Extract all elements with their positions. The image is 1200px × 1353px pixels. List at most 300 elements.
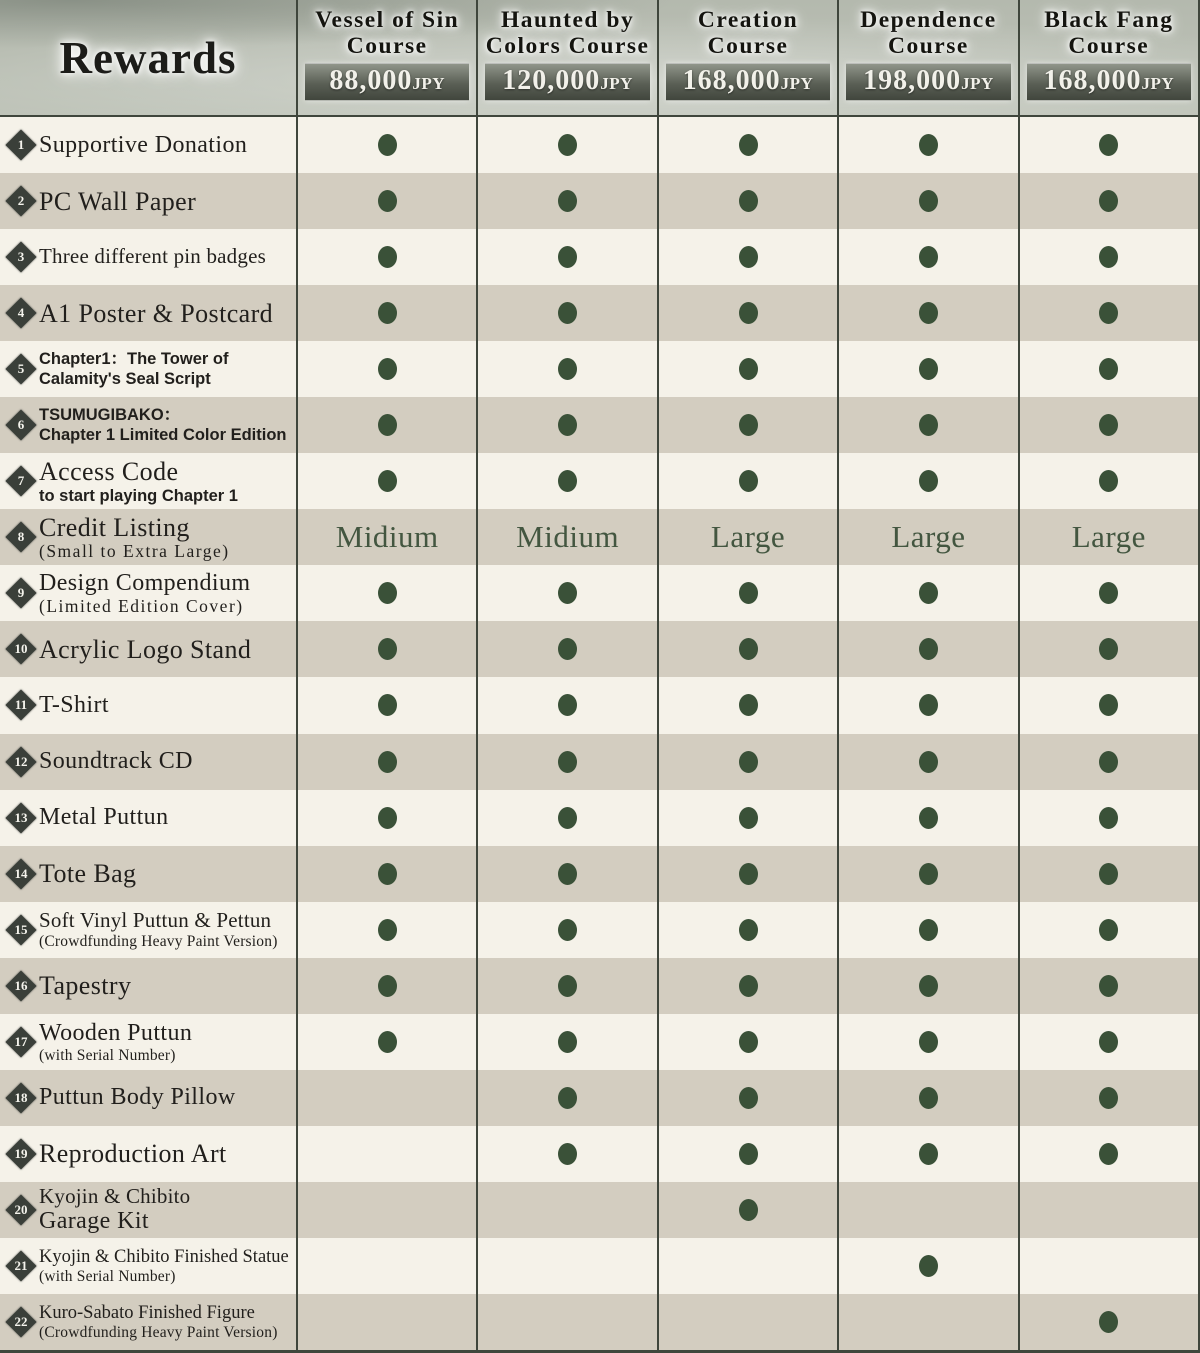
price-amount: 168,000 <box>1043 65 1142 96</box>
course-header-cell <box>837 0 1017 115</box>
reward-label-line: Garage Kit <box>39 1208 149 1235</box>
included-dot-icon <box>1099 1143 1118 1165</box>
reward-number: 1 <box>17 137 25 153</box>
reward-label-line: Design Compendium <box>39 570 251 597</box>
course-cell <box>1018 734 1198 790</box>
reward-label-cell <box>0 1182 296 1238</box>
included-dot-icon <box>739 190 758 212</box>
included-dot-icon <box>739 1199 758 1221</box>
included-dot-icon <box>378 638 397 660</box>
price-currency: JPY <box>780 74 814 93</box>
included-dot-icon <box>378 975 397 997</box>
course-cell <box>476 509 656 565</box>
included-dot-icon <box>739 358 758 380</box>
course-cell <box>476 565 656 621</box>
credit-size-text: Large <box>710 519 786 555</box>
course-cell <box>476 1182 656 1238</box>
course-cell <box>657 229 837 285</box>
course-cell <box>476 1238 656 1294</box>
course-cell <box>837 621 1017 677</box>
reward-number-badge <box>6 1027 36 1057</box>
reward-number: 18 <box>14 1089 28 1105</box>
included-dot-icon <box>378 582 397 604</box>
included-dot-icon <box>1099 414 1118 436</box>
included-dot-icon <box>1099 863 1118 885</box>
included-dot-icon <box>739 1087 758 1109</box>
course-name-line: Black Fang <box>1044 7 1174 33</box>
included-dot-icon <box>378 190 397 212</box>
course-cell <box>837 677 1017 733</box>
course-cell <box>296 1182 476 1238</box>
table-header <box>0 0 1198 117</box>
reward-label-cell <box>0 621 296 677</box>
included-dot-icon <box>558 975 577 997</box>
reward-number-badge <box>6 1307 36 1337</box>
reward-number: 8 <box>17 529 25 545</box>
included-dot-icon <box>919 302 938 324</box>
included-dot-icon <box>558 807 577 829</box>
included-dot-icon <box>739 134 758 156</box>
included-dot-icon <box>739 246 758 268</box>
course-cell <box>296 958 476 1014</box>
reward-number: 3 <box>17 249 25 265</box>
course-cell <box>296 1294 476 1350</box>
reward-label <box>39 1139 227 1168</box>
course-cell <box>837 173 1017 229</box>
course-cell <box>837 1238 1017 1294</box>
course-cell <box>476 1126 656 1182</box>
reward-label <box>39 187 196 216</box>
course-cell <box>296 1238 476 1294</box>
course-cell <box>837 734 1017 790</box>
course-name-line: Creation <box>697 7 799 33</box>
reward-label-line: (Small to Extra Large) <box>39 541 230 562</box>
included-dot-icon <box>558 751 577 773</box>
reward-number: 13 <box>14 809 28 825</box>
reward-row <box>0 1070 1198 1126</box>
reward-label-cell <box>0 1238 296 1294</box>
included-dot-icon <box>558 1143 577 1165</box>
price-banner <box>846 63 1010 101</box>
included-dot-icon <box>378 751 397 773</box>
course-cell <box>657 902 837 958</box>
reward-number: 7 <box>17 473 25 489</box>
course-name-line: Course <box>707 33 789 59</box>
course-cell <box>296 1126 476 1182</box>
reward-number: 11 <box>14 697 28 713</box>
course-cell <box>657 1182 837 1238</box>
course-cell <box>1018 1294 1198 1350</box>
price-banner <box>666 63 830 101</box>
reward-label-cell <box>0 173 296 229</box>
course-name-line: Vessel of Sin <box>315 7 460 33</box>
reward-row <box>0 1294 1198 1350</box>
course-header-cell <box>1018 0 1198 115</box>
reward-number-badge <box>6 466 36 496</box>
reward-label <box>39 570 250 616</box>
reward-number: 5 <box>17 361 25 377</box>
reward-label-cell <box>0 902 296 958</box>
price-banner <box>305 63 469 101</box>
included-dot-icon <box>919 751 938 773</box>
rewards-header-cell <box>0 0 296 115</box>
course-cell <box>476 341 656 397</box>
course-cell <box>837 509 1017 565</box>
reward-label <box>39 692 109 719</box>
course-header-cell <box>296 0 476 115</box>
reward-row <box>0 1238 1198 1294</box>
course-cell <box>657 1070 837 1126</box>
reward-number-badge <box>6 186 36 216</box>
included-dot-icon <box>1099 190 1118 212</box>
course-cell <box>296 677 476 733</box>
included-dot-icon <box>919 1087 938 1109</box>
reward-label-line: Soft Vinyl Puttun & Pettun <box>39 908 272 933</box>
reward-number-badge <box>6 971 36 1001</box>
reward-number-badge <box>6 915 36 945</box>
course-name <box>315 6 459 60</box>
included-dot-icon <box>378 358 397 380</box>
reward-label <box>39 132 247 159</box>
included-dot-icon <box>919 134 938 156</box>
reward-label <box>39 909 278 950</box>
course-cell <box>476 902 656 958</box>
reward-row <box>0 677 1198 733</box>
reward-label-line: Puttun Body Pillow <box>39 1084 236 1111</box>
course-cell <box>657 677 837 733</box>
credit-size-text: Midium <box>335 519 439 555</box>
reward-number-badge <box>6 130 36 160</box>
included-dot-icon <box>558 1087 577 1109</box>
course-cell <box>296 509 476 565</box>
course-cell <box>296 397 476 453</box>
course-cell <box>476 397 656 453</box>
reward-number-badge <box>6 1139 36 1169</box>
reward-label-line: Kyojin & Chibito Finished Statue <box>39 1246 289 1267</box>
reward-label-line: Tote Bag <box>39 859 137 889</box>
included-dot-icon <box>739 751 758 773</box>
course-name-line: Course <box>1068 33 1150 59</box>
course-cell <box>837 453 1017 509</box>
course-cell <box>837 341 1017 397</box>
price-amount: 168,000 <box>682 65 781 96</box>
reward-label-cell <box>0 341 296 397</box>
included-dot-icon <box>558 863 577 885</box>
course-cell <box>296 1070 476 1126</box>
course-cell <box>1018 565 1198 621</box>
course-name <box>860 6 996 60</box>
course-name-line: Colors Course <box>485 33 650 59</box>
reward-label-line: (with Serial Number) <box>39 1046 176 1064</box>
reward-label-line: Supportive Donation <box>39 131 248 158</box>
reward-number-badge <box>6 690 36 720</box>
included-dot-icon <box>378 694 397 716</box>
reward-label-cell <box>0 677 296 733</box>
reward-label <box>39 1185 190 1235</box>
course-cell <box>657 1238 837 1294</box>
course-cell <box>657 341 837 397</box>
reward-row <box>0 173 1198 229</box>
included-dot-icon <box>1099 582 1118 604</box>
included-dot-icon <box>558 1031 577 1053</box>
reward-label-line: Access Code <box>39 456 179 486</box>
reward-label-cell <box>0 1126 296 1182</box>
reward-label-cell <box>0 453 296 509</box>
course-cell <box>296 621 476 677</box>
included-dot-icon <box>378 470 397 492</box>
course-cell <box>476 958 656 1014</box>
reward-row <box>0 397 1198 453</box>
credit-size-text: Large <box>891 519 966 555</box>
course-cell <box>837 285 1017 341</box>
reward-label-line: (Limited Edition Cover) <box>39 596 244 617</box>
included-dot-icon <box>378 1031 397 1053</box>
course-cell <box>657 453 837 509</box>
reward-number-badge <box>6 1251 36 1281</box>
course-cell <box>476 1294 656 1350</box>
course-cell <box>1018 285 1198 341</box>
course-cell <box>1018 1126 1198 1182</box>
price-amount: 120,000 <box>502 65 601 96</box>
included-dot-icon <box>739 414 758 436</box>
reward-label <box>39 349 228 389</box>
reward-label-line: A1 Poster & Postcard <box>39 298 274 328</box>
reward-label-cell <box>0 397 296 453</box>
included-dot-icon <box>919 807 938 829</box>
course-cell <box>837 1294 1017 1350</box>
included-dot-icon <box>558 582 577 604</box>
reward-number: 10 <box>14 641 28 657</box>
course-cell <box>476 677 656 733</box>
course-cell <box>837 958 1017 1014</box>
price-currency: JPY <box>412 74 446 93</box>
course-cell <box>1018 621 1198 677</box>
course-cell <box>657 173 837 229</box>
reward-row <box>0 341 1198 397</box>
reward-row <box>0 621 1198 677</box>
course-cell <box>657 117 837 173</box>
reward-number-badge <box>6 354 36 384</box>
reward-label <box>39 405 287 445</box>
course-name <box>698 6 798 60</box>
reward-number: 17 <box>14 1033 28 1049</box>
course-cell <box>657 285 837 341</box>
course-name-line: Course <box>888 33 969 59</box>
reward-label <box>39 1247 289 1285</box>
reward-row <box>0 565 1198 621</box>
included-dot-icon <box>1099 1031 1118 1053</box>
reward-label <box>39 513 230 562</box>
course-name-line: Course <box>346 33 428 59</box>
reward-label-line: Metal Puttun <box>39 804 169 831</box>
reward-row <box>0 509 1198 565</box>
included-dot-icon <box>378 807 397 829</box>
reward-number: 4 <box>17 305 25 321</box>
included-dot-icon <box>919 1143 938 1165</box>
course-cell <box>1018 958 1198 1014</box>
included-dot-icon <box>378 134 397 156</box>
reward-label-cell <box>0 846 296 902</box>
reward-label-line: Calamity's Seal Script <box>39 370 211 389</box>
included-dot-icon <box>1099 358 1118 380</box>
included-dot-icon <box>1099 751 1118 773</box>
course-cell <box>1018 1182 1198 1238</box>
course-cell <box>1018 1070 1198 1126</box>
reward-number-badge <box>6 1195 36 1225</box>
course-cell <box>837 1126 1017 1182</box>
course-cell <box>837 397 1017 453</box>
course-cell <box>657 509 837 565</box>
course-cell <box>296 790 476 846</box>
included-dot-icon <box>739 807 758 829</box>
reward-label-cell <box>0 958 296 1014</box>
course-cell <box>657 734 837 790</box>
included-dot-icon <box>1099 134 1118 156</box>
reward-label <box>39 1084 236 1111</box>
course-cell <box>476 846 656 902</box>
course-cell <box>1018 509 1198 565</box>
credit-size-text: Midium <box>516 519 620 555</box>
course-cell <box>1018 173 1198 229</box>
price-amount: 88,000 <box>329 65 413 96</box>
included-dot-icon <box>919 190 938 212</box>
reward-label-cell <box>0 117 296 173</box>
course-cell <box>1018 341 1198 397</box>
reward-number-badge <box>6 747 36 777</box>
reward-label-line: Three different pin badges <box>39 244 266 269</box>
reward-label <box>39 748 193 775</box>
reward-label <box>39 1020 192 1064</box>
course-cell <box>1018 677 1198 733</box>
reward-label <box>39 245 266 269</box>
reward-label-line: Wooden Puttun <box>39 1019 193 1046</box>
reward-label <box>39 1303 278 1341</box>
reward-label <box>39 804 168 831</box>
included-dot-icon <box>378 919 397 941</box>
course-cell <box>1018 846 1198 902</box>
included-dot-icon <box>558 190 577 212</box>
course-header-cell <box>476 0 656 115</box>
course-cell <box>837 846 1017 902</box>
table-body <box>0 117 1198 1350</box>
reward-number: 20 <box>14 1201 28 1217</box>
reward-number-badge <box>6 803 36 833</box>
included-dot-icon <box>919 414 938 436</box>
course-cell <box>476 1014 656 1070</box>
included-dot-icon <box>378 246 397 268</box>
included-dot-icon <box>558 919 577 941</box>
reward-label-line: (with Serial Number) <box>39 1267 176 1285</box>
included-dot-icon <box>739 1143 758 1165</box>
course-cell <box>657 846 837 902</box>
course-cell <box>476 117 656 173</box>
reward-label-cell <box>0 229 296 285</box>
reward-label-cell <box>0 285 296 341</box>
reward-number: 16 <box>14 977 28 993</box>
course-cell <box>296 902 476 958</box>
course-cell <box>837 565 1017 621</box>
course-cell <box>657 1294 837 1350</box>
included-dot-icon <box>1099 302 1118 324</box>
course-cell <box>476 173 656 229</box>
reward-row <box>0 734 1198 790</box>
course-cell <box>837 229 1017 285</box>
reward-label-line: (Crowdfunding Heavy Paint Version) <box>39 932 278 950</box>
reward-number-badge <box>6 578 36 608</box>
reward-label-line: T-Shirt <box>39 692 109 719</box>
reward-row <box>0 790 1198 846</box>
course-cell <box>1018 453 1198 509</box>
reward-number-badge <box>6 1083 36 1113</box>
reward-number: 15 <box>14 921 28 937</box>
included-dot-icon <box>739 1031 758 1053</box>
included-dot-icon <box>919 694 938 716</box>
course-cell <box>657 621 837 677</box>
included-dot-icon <box>919 1255 938 1277</box>
reward-label-line: Tapestry <box>39 971 132 1001</box>
course-cell <box>837 1182 1017 1238</box>
course-cell <box>476 621 656 677</box>
course-name-line: Haunted by <box>501 7 635 33</box>
reward-label-cell <box>0 565 296 621</box>
course-cell <box>1018 117 1198 173</box>
reward-row <box>0 846 1198 902</box>
price-currency: JPY <box>1141 74 1175 93</box>
reward-number-badge <box>6 522 36 552</box>
course-name <box>486 6 650 60</box>
reward-number-badge <box>6 242 36 272</box>
course-cell <box>657 1014 837 1070</box>
included-dot-icon <box>558 358 577 380</box>
included-dot-icon <box>558 246 577 268</box>
reward-number: 12 <box>14 753 28 769</box>
reward-row <box>0 1014 1198 1070</box>
course-cell <box>657 790 837 846</box>
course-cell <box>1018 1014 1198 1070</box>
reward-label <box>39 971 131 1000</box>
course-cell <box>476 285 656 341</box>
reward-label-cell <box>0 1014 296 1070</box>
course-cell <box>476 453 656 509</box>
course-cell <box>476 734 656 790</box>
course-cell <box>1018 1238 1198 1294</box>
included-dot-icon <box>919 582 938 604</box>
reward-number: 22 <box>14 1314 28 1329</box>
reward-row <box>0 1126 1198 1182</box>
included-dot-icon <box>558 302 577 324</box>
included-dot-icon <box>378 302 397 324</box>
included-dot-icon <box>739 470 758 492</box>
included-dot-icon <box>739 638 758 660</box>
reward-label-line: Soundtrack CD <box>39 748 193 775</box>
reward-number-badge <box>6 634 36 664</box>
included-dot-icon <box>1099 470 1118 492</box>
course-cell <box>296 565 476 621</box>
price-currency: JPY <box>961 74 994 93</box>
course-cell <box>657 397 837 453</box>
included-dot-icon <box>558 694 577 716</box>
price-currency: JPY <box>600 74 633 93</box>
included-dot-icon <box>378 414 397 436</box>
included-dot-icon <box>739 582 758 604</box>
included-dot-icon <box>558 134 577 156</box>
course-name-line: Dependence <box>860 7 997 33</box>
course-cell <box>1018 397 1198 453</box>
reward-label-line: PC Wall Paper <box>39 186 197 216</box>
course-cell <box>296 1014 476 1070</box>
reward-row <box>0 453 1198 509</box>
included-dot-icon <box>558 470 577 492</box>
